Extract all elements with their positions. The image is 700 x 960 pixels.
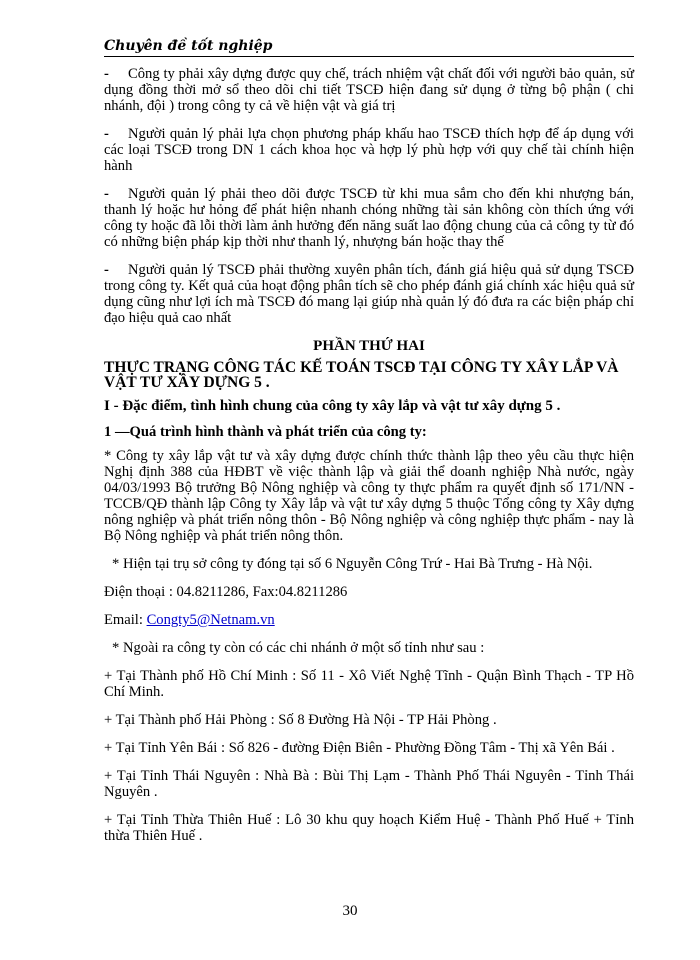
branch-item: + Tại Thành phố Hải Phòng : Số 8 Đường Hà Nội - TP Hải Phòng . (104, 712, 497, 728)
bullet-paragraph-2: - Người quản lý phải lựa chọn phương pháp khấu hao TSCĐ thích hợp để áp dụng với các loại TSCĐ trong DN 1 cách khoa học và hợp lý phù hợp với quy chế tài chính hiện hành (104, 126, 634, 174)
bullet-marker: - (104, 262, 109, 278)
bullet-marker: - (104, 126, 109, 142)
bullet-paragraph-4: - Người quản lý TSCĐ phải thường xuyên phân tích, đánh giá hiệu quả sử dụng TSCĐ trong công ty. Kết quả của hoạt động phân tích sẽ cho phép đánh giá chính xác hiệu quả sử dụng cũng như lợi ích mà TSCĐ đó mang lại giúp nhà quản lý đó đưa ra các biện pháp chỉ đạo hiệu quả cao nhất (104, 262, 634, 326)
bullet-marker: - (104, 186, 109, 202)
branches-intro: * Ngoài ra công ty còn có các chi nhánh ở một số tỉnh như sau : (112, 640, 485, 656)
section-heading: I - Đặc điểm, tình hình chung của công ty xây lắp và vật tư xây dựng 5 . (104, 398, 561, 414)
part-heading: PHẦN THỨ HAI (313, 338, 425, 354)
branch-item: + Tại Tỉnh Yên Bái : Số 826 - đường Điện Biên - Phường Đồng Tâm - Thị xã Yên Bái . (104, 740, 615, 756)
email-label: Email: (104, 612, 147, 628)
part-title: THỰC TRẠNG CÔNG TÁC KẾ TOÁN TSCĐ TẠI CÔNG TY XÂY LẮP VÀ VẬT TƯ XÂY DỰNG 5 . (104, 359, 619, 391)
bullet-paragraph-1: - Công ty phải xây dựng được quy chế, trách nhiệm vật chất đối với người bảo quản, sử dụng đồng thời mở sổ theo dõi chi tiết TSCĐ hiện đang sử dụng ở từng bộ phận ( chi nhánh, đội ) trong công ty cả về hiện vật và giá trị (104, 66, 634, 114)
branch-item: + Tại Tỉnh Thái Nguyên : Nhà Bà : Bùi Thị Lạm - Thành Phố Thái Nguyên - Tỉnh Thái Nguyên . (104, 768, 634, 800)
email-link[interactable]: Congty5@Netnam.vn (146, 612, 275, 628)
subsection-heading: 1 —Quá trình hình thành và phát triển của công ty: (104, 424, 427, 440)
email-line (104, 612, 634, 628)
branch-item: + Tại Tỉnh Thừa Thiên Huế : Lô 30 khu quy hoạch Kiểm Huệ - Thành Phố Huế + Tỉnh thừa Thiên Huế . (104, 812, 634, 844)
page-number: 30 (342, 903, 358, 919)
bullet-marker: - (104, 66, 109, 82)
page-content (104, 66, 634, 856)
history-paragraph: * Công ty xây lắp vật tư và xây dựng được chính thức thành lập theo yêu cầu thực hiện Nghị định 388 của HĐBT về việc thành lập và giải thể doanh nghiệp Nhà nước, ngày 04/03/1993 Bộ trưởng Bộ Nông nghiệp và công ty thực phẩm ra quyết định số 171/NN - TCCB/QĐ thành lập Công ty Xây lắp và vật tư xây dựng 5 thuộc Tổng công ty Xây dựng nông nghiệp và phát triển nông thôn - Bộ Nông nghiệp và công nghiệp thực phẩm - nay là Bộ Nông nghiệp và phát triển nông thôn. (104, 448, 634, 544)
headquarters-paragraph: * Hiện tại trụ sở công ty đóng tại số 6 Nguyễn Công Trứ - Hai Bà Trưng - Hà Nội. (112, 556, 593, 572)
phone-line: Điện thoại : 04.8211286, Fax:04.8211286 (104, 584, 348, 600)
branch-item: + Tại Thành phố Hồ Chí Minh : Số 11 - Xô Viết Nghệ Tĩnh - Quận Bình Thạch - TP Hồ Chí Minh. (104, 668, 634, 700)
bullet-paragraph-3: - Người quản lý phải theo dõi được TSCĐ từ khi mua sắm cho đến khi nhượng bán, thanh lý hoặc hư hỏng để phát hiện nhanh chóng những tài sản không còn thích ứng với công ty hoặc đã lỗi thời làm ảnh hưởng đến năng suất lao động chung của cả công ty từ đó có những biện pháp kịp thời như thanh lý, nhượng bán hoặc thay thế (104, 186, 634, 250)
running-header: Chuyên đề tốt nghiệp (104, 38, 634, 57)
